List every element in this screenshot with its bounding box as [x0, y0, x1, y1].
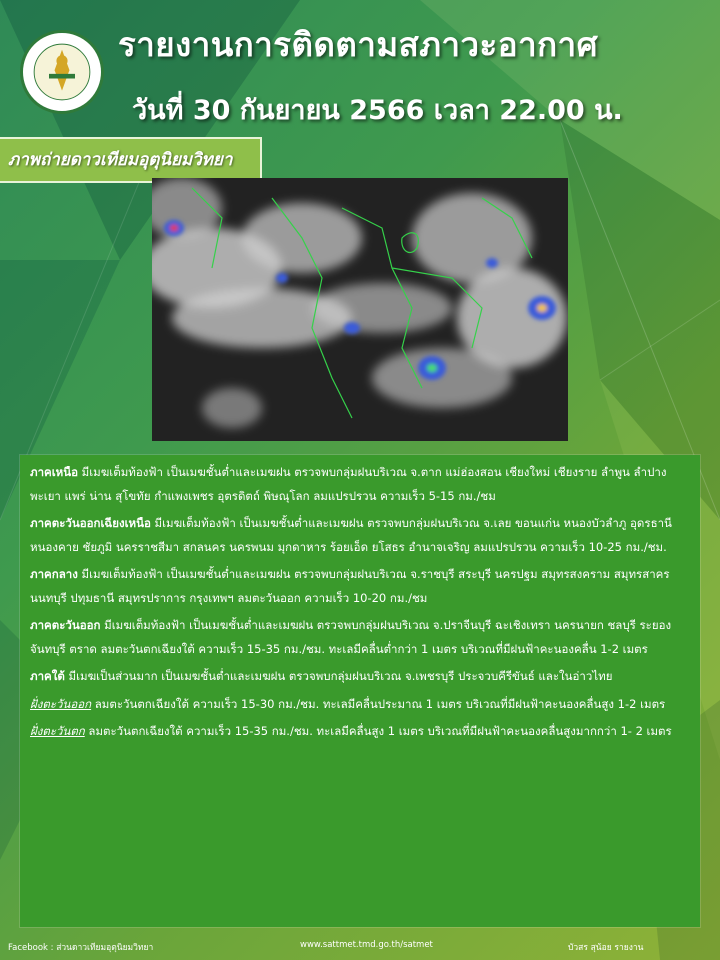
satellite-image-icon [152, 178, 568, 441]
report-south-east-coast [30, 693, 690, 717]
region-label: ภาคตะวันออกเฉียงเหนือ [30, 516, 151, 530]
page-title: รายงานการติดตามสภาวะอากาศ [118, 25, 599, 64]
subregion-label: ฝั่งตะวันออก [30, 696, 92, 711]
region-label: ภาคเหนือ [30, 465, 79, 479]
report-northeast [30, 512, 690, 559]
subregion-label: ฝั่งตะวันตก [30, 724, 85, 738]
region-text: มีเมฆเต็มท้องฟ้า เป็นเมฆชั้นต่ำและเมฆฝน ตรวจพบกลุ่มฝนบริเวณ จ.ตาก แม่ฮ่องสอน เชียงใหม่ เชียงราย ลำพูน ลำปาง พะเยา แพร่ น่าน สุโขทัย กำแพงเพชร อุตรดิตถ์ พิษณุโลก ลมแปรปรวน ความเร็ว 5-15 กม./ชม [30, 465, 667, 503]
weather-report [20, 455, 700, 927]
region-text: ลมตะวันตกเฉียงใต้ ความเร็ว 15-30 กม./ชม. ทะเลมีคลื่นประมาณ 1 เมตร บริเวณที่มีฝนฟ้าคะนองคลื่นสูง 1-2 เมตร [91, 696, 666, 711]
region-text: มีเมฆเต็มท้องฟ้า เป็นเมฆชั้นต่ำและเมฆฝน ตรวจพบกลุ่มฝนบริเวณ จ.เลย ขอนแก่น หนองบัวลำภู อุดรธานี หนองคาย ชัยภูมิ นครราชสีมา สกลนคร นครพนม มุกดาหาร ร้อยเอ็ด ยโสธร อำนาจเจริญ ลมแปรปรวน ความเร็ว 10-25 กม./ชม. [30, 516, 672, 554]
report-central [30, 563, 690, 610]
region-label: ภาคใต้ [30, 669, 65, 683]
report-south-west-coast [30, 720, 690, 744]
region-label: ภาคตะวันออก [30, 618, 101, 632]
region-text: ลมตะวันตกเฉียงใต้ ความเร็ว 15-35 กม./ชม. ทะเลมีคลื่นสูง 1 เมตร บริเวณที่มีฝนฟ้าคะนองคลื่นสูงมากกว่า 1- 2 เมตร [84, 724, 672, 738]
footer-reporter: บัวสร สุน้อย รายงาน [568, 943, 644, 953]
region-text: มีเมฆเป็นส่วนมาก เป็นเมฆชั้นต่ำและเมฆฝน ตรวจพบกลุ่มฝนบริเวณ จ.เพชรบุรี ประจวบคีรีขันธ์ และในอ่าวไทย [64, 669, 613, 683]
report-date: วันที่ 30 กันยายน 2566 เวลา 22.00 น. [132, 95, 623, 126]
report-north [30, 461, 690, 508]
region-text: มีเมฆเต็มท้องฟ้า เป็นเมฆชั้นต่ำและเมฆฝน ตรวจพบกลุ่มฝนบริเวณ จ.ปราจีนบุรี ฉะเชิงเทรา นครนายก ชลบุรี ระยอง จันทบุรี ตราด ลมตะวันตกเฉียงใต้ ความเร็ว 15-35 กม./ชม. ทะเลมีคลื่นต่ำกว่า 1 เมตร บริเวณที่มีฝนฟ้าคะนองคลื่น 1-2 เมตร [30, 618, 672, 656]
report-east [30, 614, 690, 661]
footer-website: www.sattmet.tmd.go.th/satmet [300, 940, 433, 950]
tmd-logo-icon [20, 30, 104, 114]
footer-facebook: Facebook : ส่วนดาวเทียมอุตุนิยมวิทยา [8, 943, 154, 953]
region-label: ภาคกลาง [30, 567, 78, 581]
region-text: มีเมฆเต็มท้องฟ้า เป็นเมฆชั้นต่ำและเมฆฝน ตรวจพบกลุ่มฝนบริเวณ จ.ราชบุรี สระบุรี นครปฐม สมุทรสงคราม สมุทรสาคร นนทบุรี ปทุมธานี สมุทรปราการ กรุงเทพฯ ลมตะวันออก ความเร็ว 10-20 กม./ชม [30, 567, 670, 605]
report-south [30, 665, 690, 689]
section-label: ภาพถ่ายดาวเทียมอุตุนิยมวิทยา [0, 137, 262, 183]
